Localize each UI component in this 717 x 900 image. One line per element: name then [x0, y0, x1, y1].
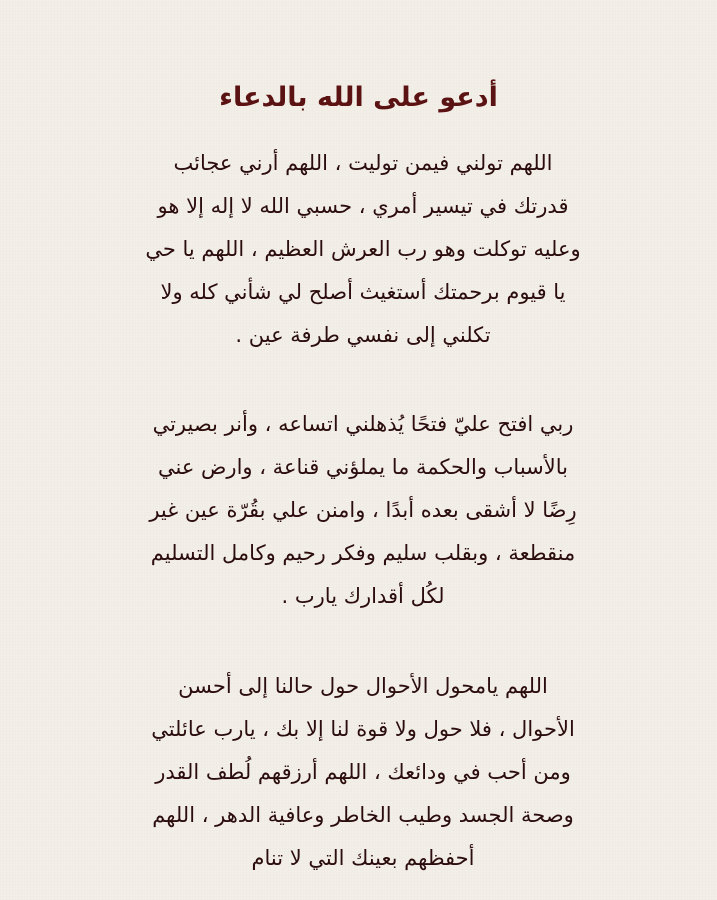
page-title: أدعو على الله بالدعاء [219, 82, 498, 113]
text-line: تكلني إلى نفسي طرفة عين . [235, 323, 491, 347]
text-line: وعليه توكلت وهو رب العرش العظيم ، اللهم يا حي [145, 237, 581, 261]
text-line: رِضًا لا أشقى بعده أبدًا ، وامنن علي بقُرّة عين غير [149, 498, 577, 522]
text-line: الأحوال ، فلا حول ولا قوة لنا إلا بك ، يارب عائلتي [151, 717, 575, 741]
text-line: يا قيوم برحمتك أستغيث أصلح لي شأني كله ولا [160, 280, 566, 304]
text-line: اللهم يامحول الأحوال حول حالنا إلى أحسن [178, 674, 548, 698]
prayer-paragraph-2 [128, 403, 598, 618]
prayer-paragraph-1 [128, 142, 598, 357]
prayer-paragraph-3 [128, 665, 598, 880]
text-line: ربي افتح عليّ فتحًا يُذهلني اتساعه ، وأنر بصيرتي [152, 412, 574, 436]
text-line: لكُل أقدارك يارب . [281, 584, 445, 608]
text-line: وصحة الجسد وطيب الخاطر وعافية الدهر ، اللهم [152, 803, 574, 827]
text-line: بالأسباب والحكمة ما يملؤني قناعة ، وارض عني [158, 455, 568, 479]
text-line: أحفظهم بعينك التي لا تنام [251, 846, 475, 870]
text-line: قدرتك في تيسير أمري ، حسبي الله لا إله إلا هو [157, 194, 569, 218]
text-line: ومن أحب في ودائعك ، اللهم أرزقهم لُطف القدر [155, 760, 571, 784]
text-line: اللهم تولني فيمن توليت ، اللهم أرني عجائب [173, 151, 553, 175]
text-line: منقطعة ، وبقلب سليم وفكر رحيم وكامل التسليم [150, 541, 576, 565]
